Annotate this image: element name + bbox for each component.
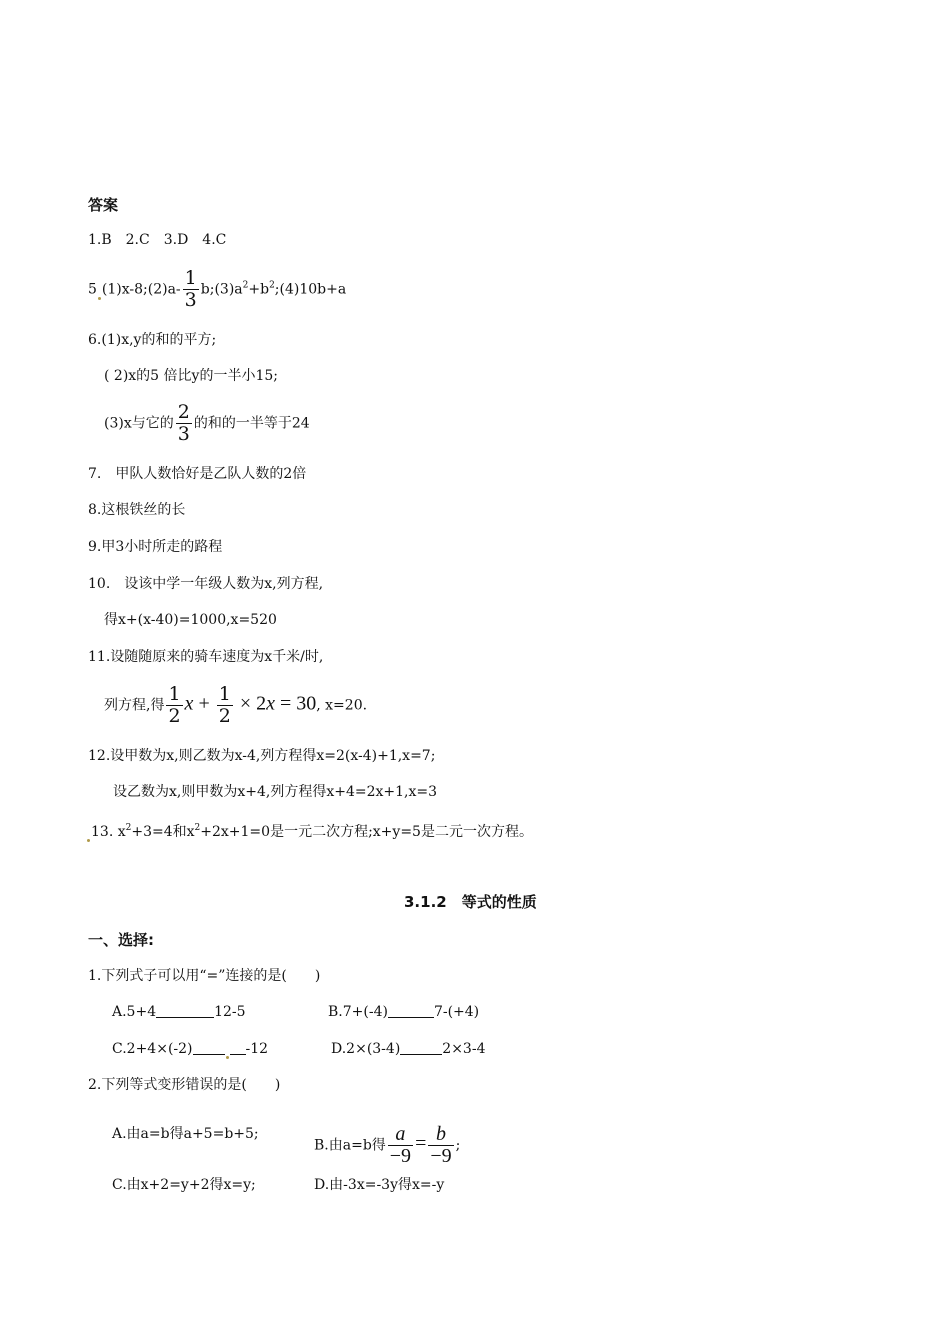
question-1-stem: 1.下列式子可以用“=”连接的是( ) bbox=[88, 968, 321, 984]
answer-12-line2: 设乙数为x,则甲数为x+4,列方程得x+4=2x+1,x=3 bbox=[113, 784, 438, 800]
option-a-right: 12-5 bbox=[214, 1004, 246, 1020]
option-b-left: B.7+(-4) bbox=[328, 1004, 388, 1020]
blank-line bbox=[193, 1040, 225, 1055]
option-b-pre: B.由a=b得 bbox=[314, 1137, 386, 1154]
answer-5 bbox=[88, 268, 346, 311]
fraction-b-over-neg9 bbox=[428, 1124, 453, 1167]
frac-den: −9 bbox=[389, 1145, 412, 1167]
edit-mark-icon bbox=[87, 839, 90, 842]
var-x: x bbox=[266, 692, 275, 715]
answer-13-part1: 13. x bbox=[91, 824, 126, 840]
edit-mark-icon bbox=[226, 1056, 229, 1059]
answer-1-4: 1.B 2.C 3.D 4.C bbox=[88, 232, 227, 248]
answer-11-post: , x=20. bbox=[316, 697, 368, 714]
answer-11-pre: 列方程,得 bbox=[104, 697, 165, 714]
option-c-right: -12 bbox=[245, 1041, 269, 1057]
equals-thirty: = 30 bbox=[274, 692, 317, 715]
option-b-post: ; bbox=[455, 1137, 461, 1154]
superscript: 2 bbox=[194, 823, 201, 833]
option-c-left: C.2+4×(-2) bbox=[112, 1041, 193, 1057]
frac-num: b bbox=[428, 1124, 453, 1146]
question-2-option-d: D.由-3x=-3y得x=-y bbox=[314, 1177, 445, 1193]
answer-10-line2: 得x+(x-40)=1000,x=520 bbox=[104, 612, 277, 628]
question-1-option-b bbox=[328, 1002, 479, 1022]
part-title: 一、选择: bbox=[88, 931, 154, 949]
answer-13-part3: +2x+1=0是一元二次方程;x+y=5是二元一次方程。 bbox=[200, 824, 533, 840]
answer-10-line1: 10. 设该中学一年级人数为x,列方程, bbox=[88, 576, 324, 592]
answer-6-line3 bbox=[104, 402, 310, 445]
answer-5-part3: +b bbox=[248, 281, 270, 298]
question-1-option-d bbox=[331, 1039, 485, 1059]
answer-11-line2 bbox=[104, 684, 367, 727]
answer-8: 8.这根铁丝的长 bbox=[88, 502, 186, 518]
frac-den: 2 bbox=[168, 705, 181, 727]
answer-6-line2: ( 2)x的5 倍比y的一半小15; bbox=[104, 368, 278, 384]
option-d-left: D.2×(3-4) bbox=[331, 1041, 401, 1057]
frac-den: −9 bbox=[430, 1145, 452, 1167]
answer-5-part1: (1)x-8;(2)a- bbox=[101, 281, 181, 298]
answer-5-label: 5 bbox=[88, 281, 97, 298]
superscript: 2 bbox=[125, 823, 132, 833]
frac-num: 1 bbox=[218, 683, 231, 705]
frac-num: 1 bbox=[184, 267, 197, 289]
edit-mark-icon bbox=[98, 297, 101, 300]
frac-num: 2 bbox=[177, 401, 190, 423]
superscript: 2 bbox=[242, 280, 249, 291]
section-title: 3.1.2 等式的性质 bbox=[404, 893, 537, 911]
frac-den: 2 bbox=[218, 705, 231, 727]
fraction-one-half bbox=[166, 684, 182, 727]
answer-6-line3-post: 的和的一半等于24 bbox=[193, 415, 310, 432]
times-two: × 2 bbox=[234, 692, 267, 715]
answer-5-part4: ;(4)10b+a bbox=[274, 281, 347, 298]
frac-den: 3 bbox=[177, 423, 190, 445]
question-1-option-c bbox=[112, 1039, 268, 1059]
option-d-right: 2×3-4 bbox=[442, 1041, 486, 1057]
var-x: x bbox=[184, 692, 194, 715]
answer-11-line1: 11.设随随原来的骑车速度为x千米/时, bbox=[88, 649, 324, 665]
answer-7: 7. 甲队人数恰好是乙队人数的2倍 bbox=[88, 466, 307, 482]
question-1-option-a bbox=[112, 1002, 246, 1022]
question-2-option-b bbox=[314, 1124, 460, 1167]
option-b-right: 7-(+4) bbox=[433, 1004, 480, 1020]
question-2-option-c: C.由x+2=y+2得x=y; bbox=[112, 1177, 256, 1193]
answer-5-part2: b;(3)a bbox=[200, 281, 243, 298]
fraction-a-over-neg9 bbox=[388, 1124, 413, 1167]
answer-6-line3-pre: (3)x与它的 bbox=[104, 415, 174, 432]
blank-line bbox=[156, 1003, 214, 1018]
blank-line bbox=[230, 1040, 246, 1055]
fraction-one-half bbox=[217, 684, 233, 727]
fraction-two-thirds bbox=[176, 402, 192, 445]
plus-sign: + bbox=[193, 692, 215, 715]
superscript: 2 bbox=[269, 280, 275, 291]
answer-13-part2: +3=4和x bbox=[131, 824, 195, 840]
frac-num: a bbox=[388, 1124, 413, 1146]
frac-num: 1 bbox=[168, 683, 181, 705]
blank-line bbox=[400, 1040, 442, 1055]
question-2-stem: 2.下列等式变形错误的是( ) bbox=[88, 1077, 281, 1093]
blank-line bbox=[388, 1003, 434, 1018]
question-2-option-a: A.由a=b得a+5=b+5; bbox=[112, 1126, 259, 1142]
answer-12-line1: 12.设甲数为x,则乙数为x-4,列方程得x=2(x-4)+1,x=7; bbox=[88, 748, 436, 764]
answers-heading: 答案 bbox=[88, 196, 119, 214]
answer-13 bbox=[86, 818, 533, 842]
fraction-one-third bbox=[183, 268, 199, 311]
option-a-left: A.5+4 bbox=[112, 1004, 157, 1020]
answer-9: 9.甲3小时所走的路程 bbox=[88, 539, 223, 555]
equals-sign: = bbox=[415, 1132, 427, 1155]
frac-den: 3 bbox=[184, 289, 197, 311]
answer-6-line1: 6.(1)x,y的和的平方; bbox=[88, 332, 217, 348]
